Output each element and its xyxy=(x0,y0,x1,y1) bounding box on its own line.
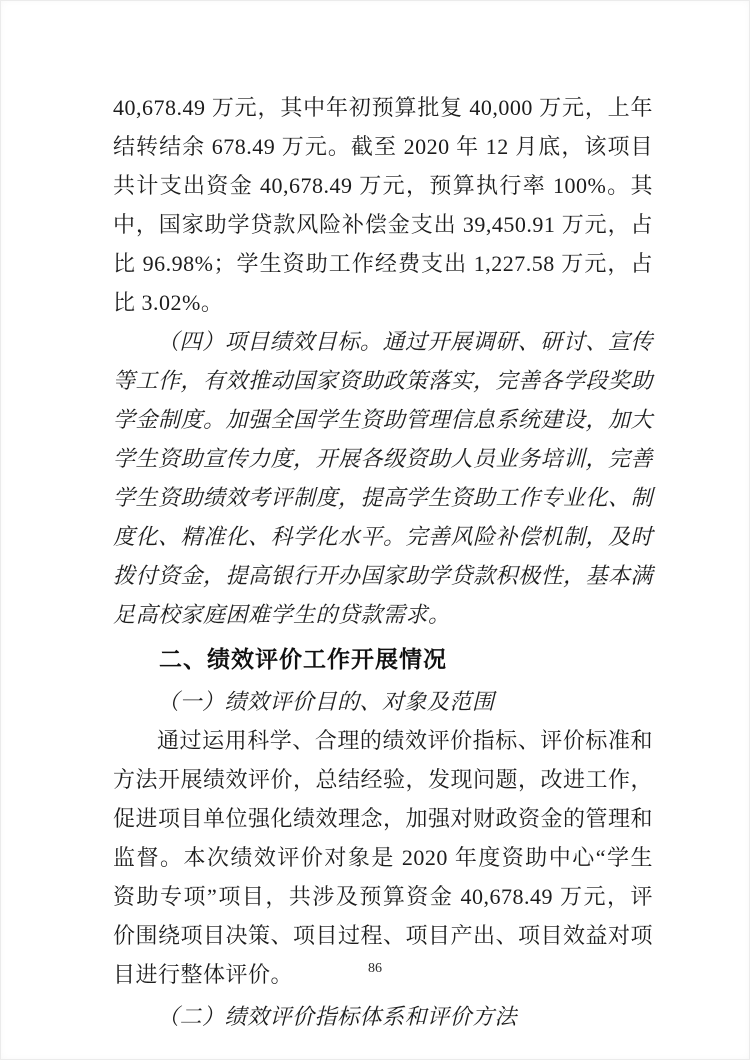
para-project-performance-goals: （四）项目绩效目标。通过开展调研、研讨、宣传等工作，有效推动国家资助政策落实，完善各学段奖助学金制度。加强全国学生资助管理信息系统建设，加大学生资助宣传力度，开展各级资助人员业务培训，完善学生资助绩效考评制度，提高学生资助工作专业化、制度化、精准化、科学化水平。完善风险补偿机制，及时拨付资金，提高银行开办国家助学贷款积极性，基本满足高校家庭困难学生的贷款需求。 xyxy=(113,329,654,627)
page-content xyxy=(113,88,653,1036)
page-number: 86 xyxy=(368,961,382,976)
heading-section-2: 二、绩效评价工作开展情况 xyxy=(159,646,447,672)
para-budget-execution: 40,678.49 万元，其中年初预算批复 40,000 万元，上年结转结余 678.49 万元。截至 2020 年 12 月底，该项目共计支出资金 40,678.49 万元，预算执行率 100%。其中，国家助学贷款风险补偿金支出 39,450.91 万元，占比 96.98%；学生资助工作经费支出 1,227.58 万元，占比 3.02%。 xyxy=(113,95,653,315)
para-evaluation-purpose: 通过运用科学、合理的绩效评价指标、评价标准和方法开展绩效评价，总结经验，发现问题，改进工作，促进项目单位强化绩效理念，加强对财政资金的管理和监督。本次绩效评价对象是 2020 年度资助中心“学生资助专项”项目，共涉及预算资金 40,678.49 万元，评价围绕项目决策、项目过程、项目产出、项目效益对项目进行整体评价。 xyxy=(113,728,654,987)
subheading-2-1-purpose-scope: （一）绩效评价目的、对象及范围 xyxy=(157,689,495,714)
subheading-2-2-indicator-system: （二）绩效评价指标体系和评价方法 xyxy=(157,1004,518,1029)
